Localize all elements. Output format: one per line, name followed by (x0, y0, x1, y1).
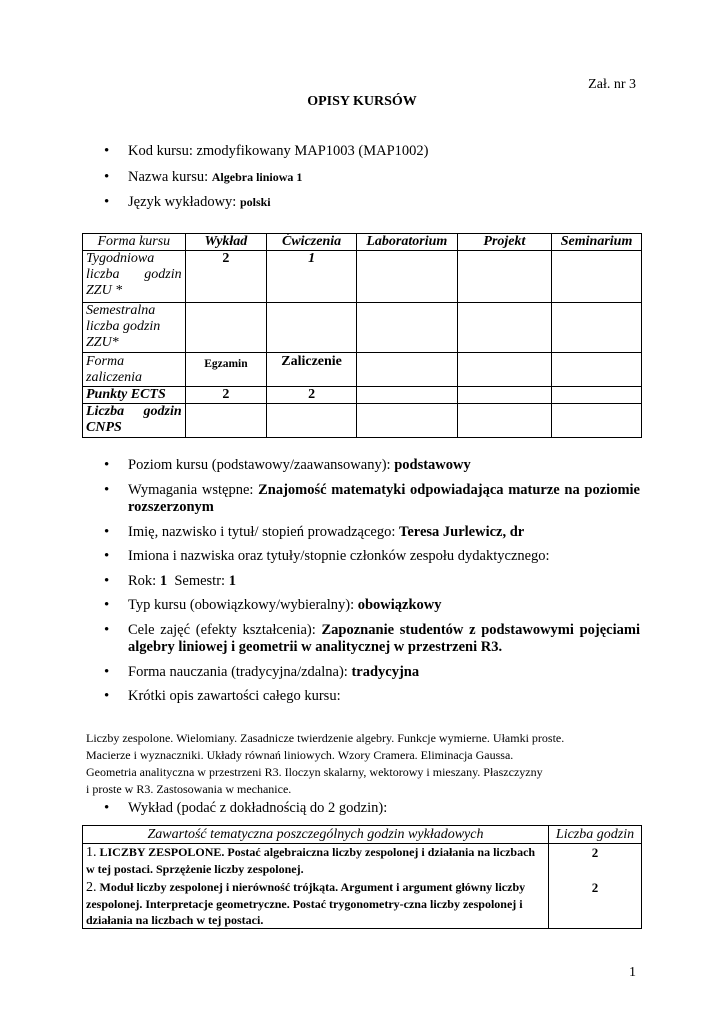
summary-label: Krótki opis zawartości całego kursu: (128, 688, 341, 704)
year-value: 1 (159, 572, 168, 589)
course-info-list (104, 143, 640, 212)
table-cell (552, 404, 642, 438)
table-cell (356, 387, 457, 404)
topic-number: 1. (86, 845, 97, 860)
header-cell: Seminarium (552, 234, 642, 251)
table-cell (185, 303, 267, 353)
semester-label: Semestr: (167, 572, 229, 589)
language-value: polski (239, 195, 271, 209)
table-row (83, 251, 642, 303)
course-code: Kod kursu: zmodyfikowany MAP1003 (MAP1002) (128, 143, 429, 159)
table-cell (356, 303, 457, 353)
course-name-label: Nazwa kursu: (128, 168, 212, 185)
header-cell: Forma kursu (83, 234, 186, 251)
description-line: Macierze i wyznaczniki. Układy równań liniowych. Wzory Cramera. Eliminacja Gaussa. (86, 748, 514, 762)
list-item (104, 622, 640, 657)
table-cell (457, 303, 551, 353)
row-label: Punkty ECTS (83, 387, 186, 404)
list-item (104, 194, 640, 212)
level-value: podstawowy (394, 457, 471, 473)
hours-value: 2 (591, 845, 599, 860)
header-cell: Projekt (457, 234, 551, 251)
topic-text: LICZBY ZESPOLONE. Postać algebraiczna liczby zespolonej i działania na liczbach w tej postaci. Sprzężenie liczby zespolonej. (86, 845, 536, 876)
table-cell: Zaliczenie (267, 353, 357, 387)
requirements-label: Wymagania wstępne: (128, 481, 259, 498)
row-label: Semestralna liczba godzin ZZU* (83, 303, 186, 353)
table-header-row (83, 826, 642, 844)
description-line: i proste w R3. Zastosowania w mechanice. (86, 782, 292, 796)
hours-cell (549, 844, 642, 929)
table-cell: 1 (267, 251, 357, 303)
table-cell (457, 404, 551, 438)
table-cell: 2 (267, 387, 357, 404)
table-row (83, 844, 642, 929)
table-cell (457, 251, 551, 303)
table-cell (267, 303, 357, 353)
header-cell: Ćwiczenia (267, 234, 357, 251)
row-label: Liczba godzin CNPS (83, 404, 186, 438)
list-item (104, 597, 640, 615)
course-name-value: Algebra liniowa 1 (211, 169, 303, 184)
teaching-form-value: tradycyjna (351, 663, 420, 680)
table-cell: 2 (185, 251, 267, 303)
topic-number: 2. (86, 880, 97, 895)
goals-label: Cele zajęć (efekty kształcenia): (128, 621, 322, 638)
description-line: Liczby zespolone. Wielomiany. Zasadnicze twierdzenie algebry. Funkcje wymierne. Ułamki proste. (86, 731, 565, 745)
table-cell: Egzamin (185, 353, 267, 387)
table-cell (356, 404, 457, 438)
team-label: Imiona i nazwiska oraz tytuły/stopnie członków zespołu dydaktycznego: (128, 548, 550, 564)
goals-value: Zapoznanie studentów z podstawowymi pojęciami algebry liniowej i geometrii w analitycznej w przestrzeni R3. (128, 621, 641, 655)
hours-value: 2 (591, 880, 599, 895)
table-cell (356, 353, 457, 387)
course-form-table (82, 233, 642, 438)
topic-item (86, 844, 545, 877)
year-label: Rok: (128, 572, 160, 589)
table-cell (552, 303, 642, 353)
table-cell (457, 353, 551, 387)
header-cell: Wykład (185, 234, 267, 251)
page-title: OPISY KURSÓW (307, 94, 417, 109)
table-header-row (83, 234, 642, 251)
header-cell: Liczba godzin (549, 826, 642, 844)
table-cell (552, 251, 642, 303)
table-cell (356, 251, 457, 303)
level-label: Poziom kursu (podstawowy/zaawansowany): (128, 457, 395, 473)
list-item (104, 800, 640, 818)
table-cell (552, 387, 642, 404)
course-description (86, 730, 646, 798)
table-cell (457, 387, 551, 404)
page-number: 1 (629, 965, 636, 980)
header-cell: Laboratorium (356, 234, 457, 251)
lecture-label: Wykład (podać z dokładnością do 2 godzin): (128, 800, 388, 816)
course-type-label: Typ kursu (obowiązkowy/wybieralny): (128, 597, 358, 613)
row-label: Forma zaliczenia (83, 353, 186, 387)
table-row (83, 404, 642, 438)
list-item (104, 573, 640, 591)
list-item (104, 169, 640, 187)
table-row (83, 387, 642, 404)
list-item (104, 524, 640, 542)
table-row (83, 303, 642, 353)
lecture-list (104, 800, 640, 818)
semester-value: 1 (228, 572, 236, 589)
table-cell: 2 (185, 387, 267, 404)
topic-item (86, 879, 545, 928)
table-row (83, 353, 642, 387)
header-cell: Zawartość tematyczna poszczególnych godzin wykładowych (83, 826, 549, 844)
course-details-list (104, 457, 640, 706)
description-line: Geometria analityczna w przestrzeni R3. Iloczyn skalarny, wektorowy i mieszany. Płaszczyzny (86, 765, 543, 779)
list-item (104, 457, 640, 475)
topic-cell (83, 844, 549, 929)
teaching-form-label: Forma nauczania (tradycyjna/zdalna): (128, 663, 352, 680)
list-item (104, 688, 640, 706)
lecturer-value: Teresa Jurlewicz, dr (399, 523, 525, 540)
topic-text: Moduł liczby zespolonej i nierówność trójkąta. Argument i argument główny liczby zespolonej. Interpretacje geometryczne. Postać trygonometry-czna liczby zespolonej i działania na liczbach w tej postaci. (86, 880, 526, 927)
table-cell (267, 404, 357, 438)
row-label: Tygodniowa liczba godzin ZZU * (83, 251, 186, 303)
table-cell (185, 404, 267, 438)
lecturer-label: Imię, nazwisko i tytuł/ stopień prowadzącego: (128, 523, 399, 540)
lecture-hours-table (82, 825, 642, 929)
language-label: Język wykładowy: (128, 194, 240, 210)
attachment-label: Zał. nr 3 (588, 77, 636, 92)
course-type-value: obowiązkowy (357, 597, 442, 613)
requirements-value: Znajomość matematyki odpowiadająca maturze na poziomie rozszerzonym (128, 481, 640, 515)
list-item (104, 548, 640, 566)
list-item (104, 143, 640, 161)
table-cell (552, 353, 642, 387)
list-item (104, 664, 640, 682)
list-item (104, 482, 640, 517)
